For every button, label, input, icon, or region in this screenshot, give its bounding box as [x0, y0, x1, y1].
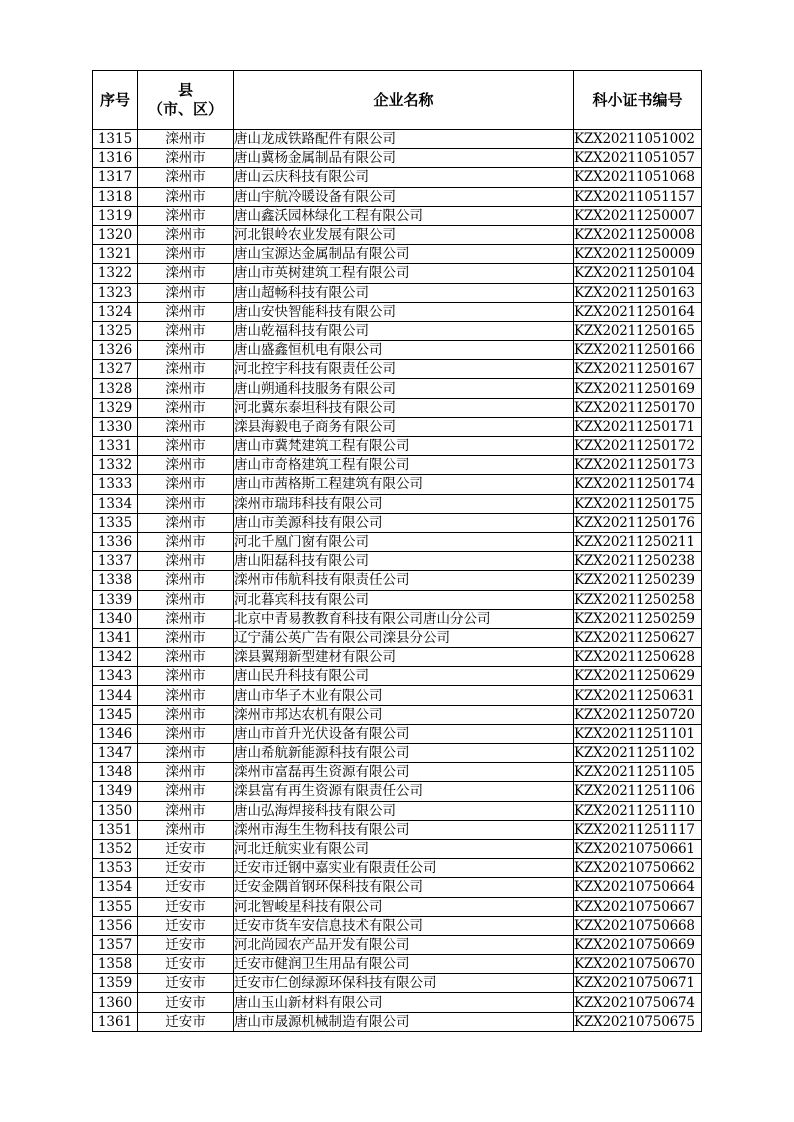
cell-county: 迁安市 — [138, 974, 234, 993]
cell-certificate-no: KZX20210750662 — [574, 859, 702, 878]
cell-serial-no: 1330 — [93, 417, 138, 436]
cell-serial-no: 1316 — [93, 149, 138, 168]
cell-county: 滦州市 — [138, 456, 234, 475]
cell-certificate-no: KZX20210750675 — [574, 1012, 702, 1031]
table-row — [93, 763, 702, 782]
cell-company-name: 滦州市邦达农机有限公司 — [234, 705, 574, 724]
cell-serial-no: 1338 — [93, 571, 138, 590]
cell-serial-no: 1357 — [93, 935, 138, 954]
cell-certificate-no: KZX20211250175 — [574, 494, 702, 513]
cell-certificate-no: KZX20210750674 — [574, 993, 702, 1012]
cell-certificate-no: KZX20210750667 — [574, 897, 702, 916]
header-certificate-no: 科小证书编号 — [574, 71, 702, 130]
cell-serial-no: 1361 — [93, 1012, 138, 1031]
cell-county: 滦州市 — [138, 513, 234, 532]
cell-county: 滦州市 — [138, 648, 234, 667]
cell-company-name: 滦县海毅电子商务有限公司 — [234, 417, 574, 436]
cell-county: 迁安市 — [138, 1012, 234, 1031]
cell-certificate-no: KZX20211051057 — [574, 149, 702, 168]
table-row — [93, 475, 702, 494]
cell-company-name: 唐山希航新能源科技有限公司 — [234, 744, 574, 763]
cell-serial-no: 1360 — [93, 993, 138, 1012]
cell-county: 滦州市 — [138, 283, 234, 302]
cell-serial-no: 1319 — [93, 206, 138, 225]
cell-county: 迁安市 — [138, 859, 234, 878]
table-row — [93, 724, 702, 743]
cell-serial-no: 1350 — [93, 801, 138, 820]
cell-certificate-no: KZX20211250258 — [574, 590, 702, 609]
cell-serial-no: 1329 — [93, 398, 138, 417]
cell-county: 滦州市 — [138, 187, 234, 206]
cell-serial-no: 1325 — [93, 321, 138, 340]
cell-county: 迁安市 — [138, 955, 234, 974]
cell-company-name: 迁安金隅首钢环保科技有限公司 — [234, 878, 574, 897]
table-row — [93, 456, 702, 475]
cell-county: 滦州市 — [138, 417, 234, 436]
cell-certificate-no: KZX20211250173 — [574, 456, 702, 475]
cell-certificate-no: KZX20211051157 — [574, 187, 702, 206]
cell-serial-no: 1322 — [93, 264, 138, 283]
table-row — [93, 187, 702, 206]
cell-county: 滦州市 — [138, 609, 234, 628]
cell-certificate-no: KZX20210750664 — [574, 878, 702, 897]
table-row — [93, 935, 702, 954]
cell-company-name: 迁安市健润卫生用品有限公司 — [234, 955, 574, 974]
cell-serial-no: 1327 — [93, 360, 138, 379]
cell-county: 迁安市 — [138, 916, 234, 935]
cell-certificate-no: KZX20211251102 — [574, 744, 702, 763]
cell-certificate-no: KZX20211250171 — [574, 417, 702, 436]
cell-county: 滦州市 — [138, 245, 234, 264]
header-row — [93, 71, 702, 130]
table-row — [93, 839, 702, 858]
cell-certificate-no: KZX20211251105 — [574, 763, 702, 782]
cell-county: 滦州市 — [138, 302, 234, 321]
table-row — [93, 859, 702, 878]
cell-county: 滦州市 — [138, 628, 234, 647]
cell-county: 滦州市 — [138, 437, 234, 456]
cell-county: 滦州市 — [138, 532, 234, 551]
table-row — [93, 283, 702, 302]
table-row — [93, 955, 702, 974]
cell-county: 滦州市 — [138, 801, 234, 820]
table-row — [93, 744, 702, 763]
cell-certificate-no: KZX20211250164 — [574, 302, 702, 321]
cell-company-name: 唐山盛鑫恒机电有限公司 — [234, 341, 574, 360]
cell-serial-no: 1358 — [93, 955, 138, 974]
cell-serial-no: 1334 — [93, 494, 138, 513]
table-row — [93, 916, 702, 935]
cell-county: 滦州市 — [138, 475, 234, 494]
cell-county: 迁安市 — [138, 878, 234, 897]
cell-certificate-no: KZX20210750661 — [574, 839, 702, 858]
cell-certificate-no: KZX20211250627 — [574, 628, 702, 647]
cell-company-name: 唐山市美源科技有限公司 — [234, 513, 574, 532]
cell-company-name: 河北暮宾科技有限公司 — [234, 590, 574, 609]
cell-company-name: 唐山弘海焊接科技有限公司 — [234, 801, 574, 820]
company-list-table — [92, 70, 702, 1032]
cell-serial-no: 1344 — [93, 686, 138, 705]
cell-serial-no: 1317 — [93, 168, 138, 187]
cell-serial-no: 1343 — [93, 667, 138, 686]
cell-serial-no: 1354 — [93, 878, 138, 897]
cell-serial-no: 1346 — [93, 724, 138, 743]
cell-company-name: 唐山龙成铁路配件有限公司 — [234, 130, 574, 149]
cell-company-name: 滦州市富磊再生资源有限公司 — [234, 763, 574, 782]
header-county-line2: （市、区） — [147, 100, 223, 118]
table-row — [93, 974, 702, 993]
cell-certificate-no: KZX20211051002 — [574, 130, 702, 149]
cell-county: 迁安市 — [138, 839, 234, 858]
cell-company-name: 唐山市晟源机械制造有限公司 — [234, 1012, 574, 1031]
table-row — [93, 897, 702, 916]
cell-company-name: 唐山云庆科技有限公司 — [234, 168, 574, 187]
table-row — [93, 398, 702, 417]
table-row — [93, 820, 702, 839]
table-row — [93, 130, 702, 149]
table-row — [93, 801, 702, 820]
cell-serial-no: 1335 — [93, 513, 138, 532]
table-row — [93, 417, 702, 436]
cell-company-name: 滦县翼翔新型建材有限公司 — [234, 648, 574, 667]
cell-certificate-no: KZX20211250176 — [574, 513, 702, 532]
cell-county: 滦州市 — [138, 379, 234, 398]
cell-serial-no: 1340 — [93, 609, 138, 628]
table-row — [93, 609, 702, 628]
cell-certificate-no: KZX20211250104 — [574, 264, 702, 283]
cell-serial-no: 1320 — [93, 225, 138, 244]
cell-certificate-no: KZX20211250259 — [574, 609, 702, 628]
cell-certificate-no: KZX20211250166 — [574, 341, 702, 360]
cell-company-name: 唐山宝源达金属制品有限公司 — [234, 245, 574, 264]
cell-certificate-no: KZX20211250720 — [574, 705, 702, 724]
cell-serial-no: 1339 — [93, 590, 138, 609]
cell-serial-no: 1324 — [93, 302, 138, 321]
cell-certificate-no: KZX20211250163 — [574, 283, 702, 302]
cell-county: 滦州市 — [138, 494, 234, 513]
cell-company-name: 唐山市英树建筑工程有限公司 — [234, 264, 574, 283]
cell-county: 滦州市 — [138, 724, 234, 743]
cell-county: 滦州市 — [138, 341, 234, 360]
cell-serial-no: 1359 — [93, 974, 138, 993]
cell-company-name: 唐山冀杨金属制品有限公司 — [234, 149, 574, 168]
cell-county: 滦州市 — [138, 225, 234, 244]
cell-certificate-no: KZX20211250629 — [574, 667, 702, 686]
table-row — [93, 341, 702, 360]
cell-company-name: 滦县富有再生资源有限责任公司 — [234, 782, 574, 801]
cell-serial-no: 1355 — [93, 897, 138, 916]
cell-serial-no: 1347 — [93, 744, 138, 763]
cell-serial-no: 1349 — [93, 782, 138, 801]
cell-certificate-no: KZX20211251117 — [574, 820, 702, 839]
table-row — [93, 360, 702, 379]
cell-company-name: 河北智峻星科技有限公司 — [234, 897, 574, 916]
cell-county: 滦州市 — [138, 667, 234, 686]
table-row — [93, 532, 702, 551]
table-body — [93, 130, 702, 1032]
cell-certificate-no: KZX20211251101 — [574, 724, 702, 743]
cell-certificate-no: KZX20211250169 — [574, 379, 702, 398]
cell-serial-no: 1333 — [93, 475, 138, 494]
table-row — [93, 379, 702, 398]
cell-company-name: 唐山乾福科技有限公司 — [234, 321, 574, 340]
cell-company-name: 唐山市华子木业有限公司 — [234, 686, 574, 705]
table-row — [93, 686, 702, 705]
cell-company-name: 唐山鑫沃园林绿化工程有限公司 — [234, 206, 574, 225]
cell-company-name: 唐山市首升光伏设备有限公司 — [234, 724, 574, 743]
header-county — [138, 71, 234, 130]
cell-certificate-no: KZX20211250008 — [574, 225, 702, 244]
cell-county: 滦州市 — [138, 130, 234, 149]
table-row — [93, 628, 702, 647]
cell-county: 滦州市 — [138, 744, 234, 763]
header-company-name: 企业名称 — [234, 71, 574, 130]
cell-serial-no: 1326 — [93, 341, 138, 360]
cell-serial-no: 1337 — [93, 552, 138, 571]
header-serial-no: 序号 — [93, 71, 138, 130]
cell-county: 滦州市 — [138, 820, 234, 839]
cell-serial-no: 1353 — [93, 859, 138, 878]
cell-county: 滦州市 — [138, 398, 234, 417]
header-county-line1: 县 — [177, 81, 193, 99]
cell-company-name: 唐山安快智能科技有限公司 — [234, 302, 574, 321]
cell-company-name: 滦州市瑞玮科技有限公司 — [234, 494, 574, 513]
table-row — [93, 552, 702, 571]
cell-company-name: 辽宁蒲公英广告有限公司滦县分公司 — [234, 628, 574, 647]
cell-county: 滦州市 — [138, 149, 234, 168]
cell-serial-no: 1352 — [93, 839, 138, 858]
cell-company-name: 滦州市海生生物科技有限公司 — [234, 820, 574, 839]
table-row — [93, 878, 702, 897]
table-row — [93, 993, 702, 1012]
cell-certificate-no: KZX20211051068 — [574, 168, 702, 187]
cell-company-name: 河北尚园农产品开发有限公司 — [234, 935, 574, 954]
cell-county: 滦州市 — [138, 705, 234, 724]
cell-certificate-no: KZX20210750671 — [574, 974, 702, 993]
cell-county: 滦州市 — [138, 571, 234, 590]
cell-company-name: 唐山市茜格斯工程建筑有限公司 — [234, 475, 574, 494]
table-row — [93, 571, 702, 590]
cell-serial-no: 1315 — [93, 130, 138, 149]
cell-county: 滦州市 — [138, 763, 234, 782]
table-row — [93, 225, 702, 244]
cell-serial-no: 1336 — [93, 532, 138, 551]
cell-company-name: 唐山市奇格建筑工程有限公司 — [234, 456, 574, 475]
cell-certificate-no: KZX20211250170 — [574, 398, 702, 417]
cell-company-name: 河北千凰门窗有限公司 — [234, 532, 574, 551]
cell-company-name: 迁安市仁创绿源环保科技有限公司 — [234, 974, 574, 993]
cell-certificate-no: KZX20211250211 — [574, 532, 702, 551]
cell-certificate-no: KZX20210750670 — [574, 955, 702, 974]
cell-company-name: 河北冀东泰坦科技有限公司 — [234, 398, 574, 417]
cell-county: 滦州市 — [138, 360, 234, 379]
cell-county: 迁安市 — [138, 897, 234, 916]
cell-company-name: 河北控宇科技有限责任公司 — [234, 360, 574, 379]
cell-serial-no: 1318 — [93, 187, 138, 206]
table-row — [93, 494, 702, 513]
table-row — [93, 1012, 702, 1031]
cell-county: 迁安市 — [138, 993, 234, 1012]
cell-company-name: 唐山超畅科技有限公司 — [234, 283, 574, 302]
cell-certificate-no: KZX20210750669 — [574, 935, 702, 954]
cell-county: 滦州市 — [138, 168, 234, 187]
cell-company-name: 迁安市货车安信息技术有限公司 — [234, 916, 574, 935]
cell-county: 滦州市 — [138, 321, 234, 340]
cell-certificate-no: KZX20210750668 — [574, 916, 702, 935]
cell-serial-no: 1351 — [93, 820, 138, 839]
cell-certificate-no: KZX20211251106 — [574, 782, 702, 801]
cell-certificate-no: KZX20211250238 — [574, 552, 702, 571]
cell-county: 滦州市 — [138, 552, 234, 571]
cell-certificate-no: KZX20211250239 — [574, 571, 702, 590]
table-row — [93, 321, 702, 340]
cell-company-name: 迁安市迁钢中嘉实业有限责任公司 — [234, 859, 574, 878]
cell-serial-no: 1332 — [93, 456, 138, 475]
cell-company-name: 滦州市伟航科技有限责任公司 — [234, 571, 574, 590]
cell-serial-no: 1321 — [93, 245, 138, 264]
cell-serial-no: 1328 — [93, 379, 138, 398]
table-row — [93, 245, 702, 264]
cell-certificate-no: KZX20211250174 — [574, 475, 702, 494]
cell-serial-no: 1345 — [93, 705, 138, 724]
cell-company-name: 北京中青易教教育科技有限公司唐山分公司 — [234, 609, 574, 628]
table-row — [93, 206, 702, 225]
cell-certificate-no: KZX20211250007 — [574, 206, 702, 225]
cell-county: 滦州市 — [138, 686, 234, 705]
cell-county: 滦州市 — [138, 206, 234, 225]
table-row — [93, 302, 702, 321]
cell-company-name: 唐山民升科技有限公司 — [234, 667, 574, 686]
cell-serial-no: 1323 — [93, 283, 138, 302]
cell-company-name: 河北银岭农业发展有限公司 — [234, 225, 574, 244]
cell-certificate-no: KZX20211250165 — [574, 321, 702, 340]
cell-company-name: 唐山宇航冷暖设备有限公司 — [234, 187, 574, 206]
table-row — [93, 590, 702, 609]
table-row — [93, 437, 702, 456]
cell-certificate-no: KZX20211250631 — [574, 686, 702, 705]
cell-serial-no: 1348 — [93, 763, 138, 782]
cell-company-name: 唐山阳磊科技有限公司 — [234, 552, 574, 571]
cell-certificate-no: KZX20211251110 — [574, 801, 702, 820]
cell-company-name: 河北迁航实业有限公司 — [234, 839, 574, 858]
cell-certificate-no: KZX20211250009 — [574, 245, 702, 264]
cell-county: 滦州市 — [138, 782, 234, 801]
table-row — [93, 648, 702, 667]
table-row — [93, 782, 702, 801]
cell-certificate-no: KZX20211250628 — [574, 648, 702, 667]
cell-certificate-no: KZX20211250172 — [574, 437, 702, 456]
cell-certificate-no: KZX20211250167 — [574, 360, 702, 379]
table-row — [93, 705, 702, 724]
cell-serial-no: 1331 — [93, 437, 138, 456]
cell-company-name: 唐山市冀梵建筑工程有限公司 — [234, 437, 574, 456]
cell-county: 滦州市 — [138, 264, 234, 283]
cell-serial-no: 1341 — [93, 628, 138, 647]
table-row — [93, 264, 702, 283]
table-row — [93, 667, 702, 686]
cell-serial-no: 1342 — [93, 648, 138, 667]
table-row — [93, 168, 702, 187]
cell-company-name: 唐山朔通科技服务有限公司 — [234, 379, 574, 398]
cell-county: 迁安市 — [138, 935, 234, 954]
cell-serial-no: 1356 — [93, 916, 138, 935]
cell-county: 滦州市 — [138, 590, 234, 609]
table-row — [93, 513, 702, 532]
table-row — [93, 149, 702, 168]
cell-company-name: 唐山玉山新材料有限公司 — [234, 993, 574, 1012]
